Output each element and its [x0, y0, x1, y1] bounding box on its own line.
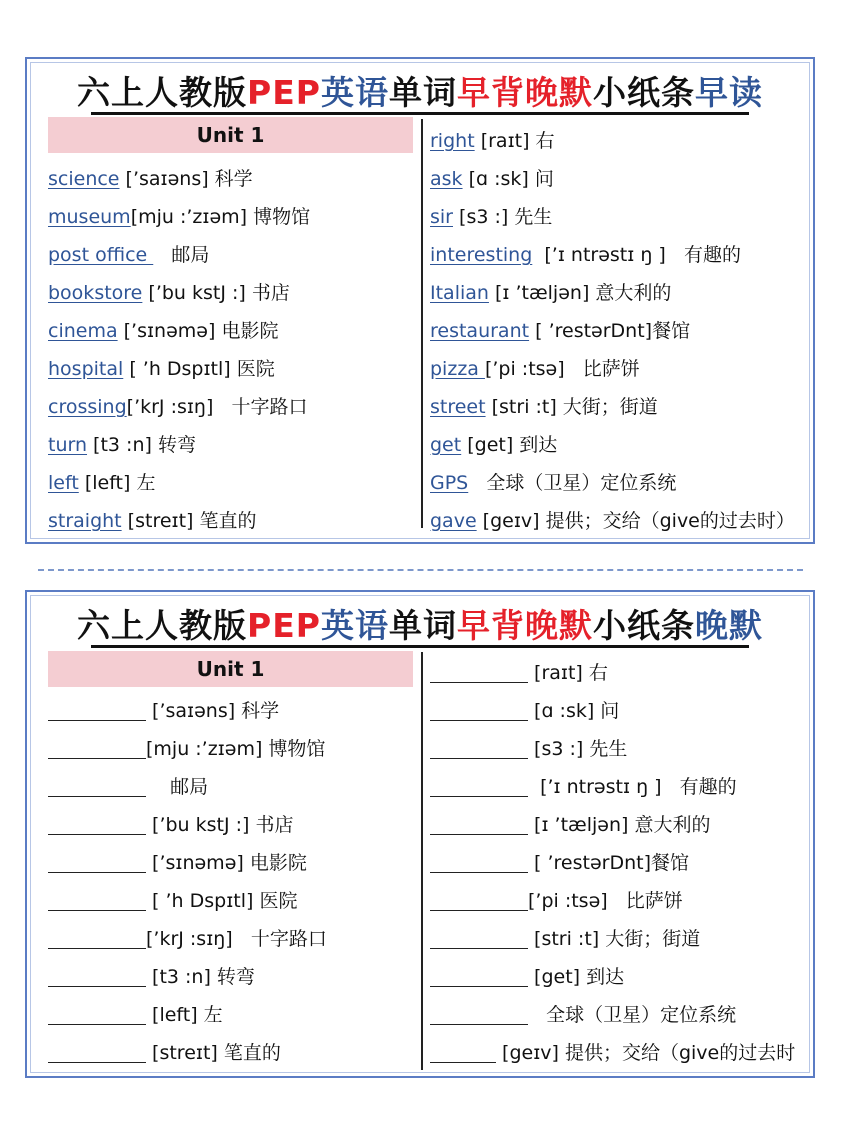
title-part: 早读: [694, 73, 763, 112]
dictation-row: [430, 772, 737, 802]
answer-blank[interactable]: [430, 738, 528, 759]
vocab-row: [48, 430, 196, 460]
vocab-phonetic-meaning: [ɑ :sk] 问: [528, 700, 620, 722]
vocab-phonetic-meaning: [mju :’zɪəm] 博物馆: [146, 738, 326, 760]
vocab-word: turn: [48, 434, 88, 456]
morning-reading-card: [25, 57, 815, 544]
vocab-row: [430, 354, 640, 384]
vocab-phonetic-meaning: [t3 :n] 转弯: [146, 966, 255, 988]
vocab-row: [430, 392, 658, 422]
dictation-row: [48, 1038, 281, 1068]
vocab-phonetic-meaning: [’saɪəns] 科学: [119, 168, 253, 190]
vocab-phonetic-meaning: [stri :t] 大街；街道: [485, 396, 658, 418]
vocab-phonetic-meaning: [streɪt] 笔直的: [121, 510, 257, 532]
title-part: 单词: [388, 73, 457, 112]
vocab-word: sir: [430, 206, 453, 228]
title-part: 早背晚默: [456, 73, 593, 112]
vocab-phonetic-meaning: [ ’restərDnt]餐馆: [529, 320, 691, 342]
vocab-word: restaurant: [430, 320, 530, 342]
dictation-row: [48, 886, 297, 916]
dictation-row: [430, 1038, 795, 1068]
title-part: 六上人教版: [77, 606, 248, 645]
vocab-row: [430, 126, 555, 156]
vocab-word: Italian: [430, 282, 489, 304]
answer-blank[interactable]: [48, 852, 146, 873]
vocab-word: ask: [430, 168, 463, 190]
title-part: 英语: [320, 73, 389, 112]
answer-blank[interactable]: [48, 738, 146, 759]
title-underline: [91, 112, 749, 115]
vocab-phonetic-meaning: [’krJ :sɪŋ] 十字路口: [146, 928, 327, 950]
dictation-row: [48, 696, 279, 726]
answer-blank[interactable]: [48, 776, 146, 797]
vocab-word: street: [430, 396, 486, 418]
vocab-word: post office: [48, 244, 154, 266]
vocab-word: straight: [48, 510, 122, 532]
evening-dictation-card: [25, 590, 815, 1078]
vocab-phonetic-meaning: 邮局: [153, 244, 210, 266]
vocab-phonetic-meaning: 邮局: [146, 776, 209, 798]
vocab-phonetic-meaning: [’sɪnəmə] 电影院: [146, 852, 307, 874]
vocab-row: [48, 392, 308, 422]
vocab-phonetic-meaning: [’pi :tsə] 比萨饼: [484, 358, 640, 380]
answer-blank[interactable]: [430, 662, 528, 683]
vocab-word: museum: [48, 206, 131, 228]
vocab-phonetic-meaning: 全球（卫星）定位系统: [468, 472, 677, 494]
vocab-phonetic-meaning: [’bu kstJ :] 书店: [142, 282, 290, 304]
vocab-phonetic-meaning: [’saɪəns] 科学: [146, 700, 280, 722]
morning-title: [27, 67, 813, 114]
answer-blank[interactable]: [430, 928, 528, 949]
vocab-row: [430, 316, 690, 346]
vocab-row: [430, 164, 554, 194]
dictation-row: [430, 962, 624, 992]
title-part: 晚默: [694, 606, 763, 645]
title-part: 早背晚默: [456, 606, 593, 645]
title-part: 小纸条: [592, 73, 695, 112]
dictation-row: [430, 734, 627, 764]
vocab-word: science: [48, 168, 120, 190]
vocab-word: gave: [430, 510, 477, 532]
title-part: 小纸条: [592, 606, 695, 645]
vocab-row: [430, 202, 552, 232]
vocab-word: interesting: [430, 244, 533, 266]
vocab-phonetic-meaning: [stri :t] 大街；街道: [528, 928, 701, 950]
vocab-phonetic-meaning: [’ɪ ntrəstɪ ŋ ] 有趣的: [532, 244, 741, 266]
answer-blank[interactable]: [430, 852, 528, 873]
vocab-phonetic-meaning: [raɪt] 右: [474, 130, 555, 152]
vocab-row: [430, 506, 795, 536]
dictation-row: [430, 696, 619, 726]
dictation-row: [48, 1000, 223, 1030]
vocab-word: get: [430, 434, 462, 456]
column-divider: [421, 119, 423, 528]
dictation-row: [430, 924, 700, 954]
answer-blank[interactable]: [430, 814, 528, 835]
vocab-row: [430, 430, 557, 460]
dictation-row: [48, 962, 255, 992]
title-part: 英语: [320, 606, 389, 645]
dictation-row: [48, 848, 307, 878]
dictation-row: [430, 848, 689, 878]
vocab-phonetic-meaning: 全球（卫星）定位系统: [528, 1004, 737, 1026]
vocab-word: crossing: [48, 396, 127, 418]
vocab-phonetic-meaning: [get] 到达: [528, 966, 625, 988]
answer-blank[interactable]: [48, 966, 146, 987]
title-part: 六上人教版: [77, 73, 248, 112]
vocab-phonetic-meaning: [geɪv] 提供；交给（give的过去时: [496, 1042, 796, 1064]
vocab-word: right: [430, 130, 475, 152]
answer-blank[interactable]: [48, 928, 146, 949]
answer-blank[interactable]: [48, 1004, 146, 1025]
unit-header: Unit 1: [48, 117, 413, 153]
answer-blank[interactable]: [48, 700, 146, 721]
vocab-word: hospital: [48, 358, 124, 380]
vocab-phonetic-meaning: [ɑ :sk] 问: [462, 168, 554, 190]
vocab-word: left: [48, 472, 79, 494]
answer-blank[interactable]: [430, 1042, 496, 1063]
vocab-phonetic-meaning: [s3 :] 先生: [528, 738, 628, 760]
dictation-row: [430, 810, 710, 840]
vocab-phonetic-meaning: [mju :’zɪəm] 博物馆: [130, 206, 311, 228]
vocab-word: bookstore: [48, 282, 143, 304]
vocab-word: GPS: [430, 472, 469, 494]
answer-blank[interactable]: [430, 700, 528, 721]
vocab-phonetic-meaning: [t3 :n] 转弯: [87, 434, 196, 456]
vocab-phonetic-meaning: [get] 到达: [461, 434, 558, 456]
answer-blank[interactable]: [430, 890, 528, 911]
vocab-phonetic-meaning: [’krJ :sɪŋ] 十字路口: [126, 396, 308, 418]
vocab-row: [48, 354, 275, 384]
vocab-row: [48, 468, 155, 498]
dictation-row: [48, 734, 325, 764]
answer-blank[interactable]: [48, 1042, 146, 1063]
answer-blank[interactable]: [430, 966, 528, 987]
vocab-phonetic-meaning: [’pi :tsə] 比萨饼: [528, 890, 683, 912]
vocab-phonetic-meaning: [s3 :] 先生: [453, 206, 553, 228]
vocab-phonetic-meaning: [’bu kstJ :] 书店: [146, 814, 294, 836]
answer-blank[interactable]: [430, 1004, 528, 1025]
dictation-row: [430, 658, 608, 688]
answer-blank[interactable]: [430, 776, 528, 797]
evening-title: [27, 600, 813, 647]
answer-blank[interactable]: [48, 814, 146, 835]
vocab-phonetic-meaning: [ ’restərDnt]餐馆: [528, 852, 689, 874]
column-divider: [421, 652, 423, 1070]
vocab-row: [48, 506, 257, 536]
vocab-row: [48, 278, 290, 308]
vocab-phonetic-meaning: [left] 左: [146, 1004, 223, 1026]
vocab-row: [48, 316, 278, 346]
vocab-word: pizza: [430, 358, 485, 380]
vocab-phonetic-meaning: [’sɪnəmə] 电影院: [117, 320, 279, 342]
vocab-phonetic-meaning: [ ’h Dspɪtl] 医院: [146, 890, 298, 912]
dictation-row: [430, 886, 683, 916]
vocab-phonetic-meaning: [ɪ ’tæljən] 意大利的: [528, 814, 711, 836]
vocab-row: [430, 468, 676, 498]
title-part: PEP: [247, 73, 321, 112]
vocab-row: [48, 240, 209, 270]
dictation-row: [48, 810, 293, 840]
vocab-phonetic-meaning: [raɪt] 右: [528, 662, 608, 684]
dictation-row: [48, 772, 208, 802]
title-part: PEP: [247, 606, 321, 645]
vocab-phonetic-meaning: [left] 左: [78, 472, 156, 494]
dictation-row: [430, 1000, 736, 1030]
vocab-row: [430, 278, 671, 308]
vocab-row: [48, 202, 310, 232]
dictation-row: [48, 924, 327, 954]
vocab-phonetic-meaning: [streɪt] 笔直的: [146, 1042, 281, 1064]
vocab-phonetic-meaning: [’ɪ ntrəstɪ ŋ ] 有趣的: [528, 776, 737, 798]
vocab-phonetic-meaning: [ ’h Dspɪtl] 医院: [123, 358, 275, 380]
vocab-word: cinema: [48, 320, 118, 342]
cut-line: [38, 569, 803, 571]
answer-blank[interactable]: [48, 890, 146, 911]
unit-header: Unit 1: [48, 651, 413, 687]
vocab-row: [48, 164, 253, 194]
vocab-phonetic-meaning: [geɪv] 提供；交给（give的过去时）: [476, 510, 795, 532]
vocab-row: [430, 240, 741, 270]
title-part: 单词: [388, 606, 457, 645]
title-underline: [91, 645, 749, 648]
vocab-phonetic-meaning: [ɪ ’tæljən] 意大利的: [488, 282, 672, 304]
